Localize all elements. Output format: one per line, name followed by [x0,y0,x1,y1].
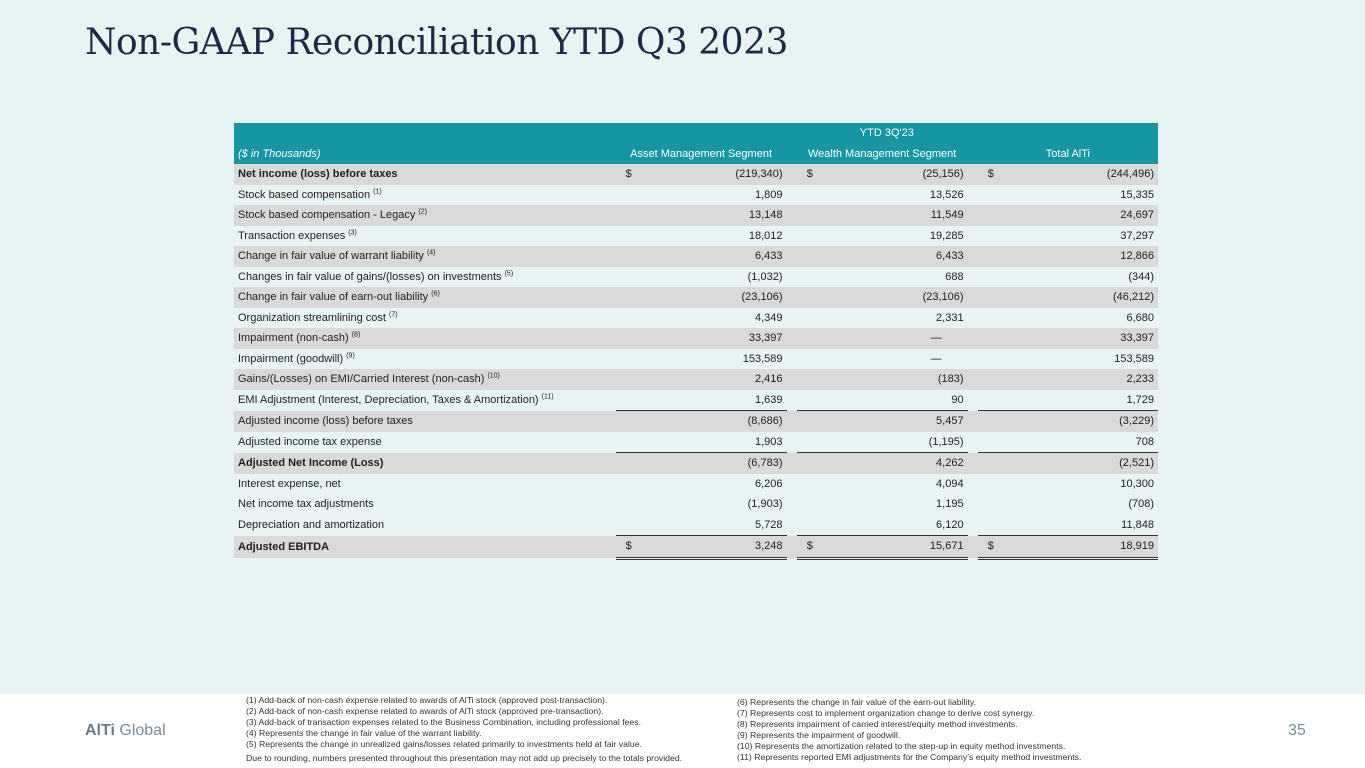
col-header-asset-management: Asset Management Segment [616,144,787,165]
value-cell: (46,212) [978,287,1158,308]
footnote: (7) Represents cost to implement organization change to derive cost synergy. [737,708,1035,718]
dollar-sign [620,209,626,221]
row-label: Interest expense, net [238,477,341,490]
value-cell: 708 [978,432,1158,453]
value-cell: 5,457 [797,411,968,432]
dollar-sign [620,394,626,406]
dollar-sign: $ [625,540,632,553]
value-cell: 4,094 [797,474,968,495]
dollar-sign [982,271,988,283]
value-cell: 153,589 [616,349,787,370]
row-label: Organization streamlining cost $^{(7)}$ [238,311,398,324]
dollar-sign [801,230,807,242]
dollar-sign [801,394,807,406]
dollar-sign [620,291,626,303]
dollar-sign [801,250,807,262]
row-label: Impairment (goodwill) $^{(9)}$ [238,352,355,365]
value-cell: (708) [978,494,1158,515]
dollar-sign [620,373,626,385]
footnote-ref: (5) [504,270,514,278]
table-row [234,432,1158,453]
dollar-sign [801,209,807,221]
dollar-sign [620,312,626,324]
row-label: Transaction expenses $^{(3)}$ [238,229,357,242]
table-row [234,369,1158,390]
row-label: Adjusted income (loss) before taxes [234,411,616,432]
table-row [234,453,1158,474]
dollar-sign: $ [987,540,994,553]
row-label: Net income (loss) before taxes [234,164,616,185]
table-row [234,411,1158,432]
page-number: 35 [1288,722,1306,739]
dollar-sign [620,271,626,283]
value-cell: (23,106) [616,287,787,308]
footnote: (9) Represents the impairment of goodwill. [737,730,901,740]
table-row [234,474,1158,495]
footnote: (5) Represents the change in unrealized gains/losses related primarily to investments held at fair value. [246,739,642,749]
rounding-note: Due to rounding, numbers presented throughout this presentation may not add up precisely to the totals provided. [246,753,683,763]
reconciliation-table [234,123,1158,560]
footnote: (4) Represents the change in fair value of the warrant liability. [246,728,482,738]
row-label: Net income tax adjustments [238,498,374,511]
row-label: Stock based compensation $^{(1)}$ [238,188,382,201]
table-row [234,390,1158,411]
period-header-row [234,123,1158,144]
table-row [234,328,1158,349]
value-cell: 1,903 [616,432,787,453]
value-cell: 15,335 [978,185,1158,206]
dollar-sign [620,353,626,365]
value-cell: 1,195 [797,494,968,515]
dollar-sign [982,189,988,201]
dollar-sign [982,291,988,303]
value-cell: (344) [978,267,1158,288]
value-cell: 688 [797,267,968,288]
value-cell: — [797,349,968,370]
value-cell: 2,331 [797,308,968,329]
footnote-ref: (10) [487,372,500,380]
dollar-sign [801,353,807,365]
footnote-ref: (2) [418,208,427,216]
dollar-sign [982,332,988,344]
table-row [234,308,1158,329]
value-cell: (1,195) [797,432,968,453]
dollar-sign [620,250,626,262]
dollar-sign [982,498,988,510]
value-cell: $ 15,671 [797,536,968,559]
row-label: Gains/(Losses) on EMI/Carried Interest (non-cash) $^{(10)}$ [234,369,616,390]
page-title: Non-GAAP Reconciliation YTD Q3 2023 [85,22,788,63]
value-cell: (6,783) [616,453,787,474]
dollar-sign [801,436,807,448]
footnote: (6) Represents the change in fair value of the earn-out liability. [737,697,976,707]
table-row [234,164,1158,185]
dollar-sign [620,230,626,242]
units-label: ($ in Thousands) [234,144,616,165]
dollar-sign [982,209,988,221]
table-row [234,205,1158,226]
value-cell: (1,032) [616,267,787,288]
footnote-ref: (6) [431,290,440,298]
footnote: (8) Represents impairment of carried interest/equity method investments. [737,719,1018,729]
dollar-sign [620,498,626,510]
table-row [234,349,1158,370]
footnote-ref: (4) [426,249,436,257]
footnote: (11) Represents reported EMI adjustments for the Company’s equity method investments. [737,752,1082,762]
dollar-sign [982,457,988,469]
value-cell: 13,526 [797,185,968,206]
footnote: (10) Represents the amortization related to the step-up in equity method investments. [737,741,1066,751]
row-label: Impairment (non-cash) $^{(8)}$ [234,328,616,349]
value-cell: 11,848 [978,515,1158,536]
dollar-sign: $ [806,540,813,553]
dollar-sign [801,332,807,344]
dollar-sign [801,498,807,510]
row-label: Depreciation and amortization [238,519,385,531]
value-cell: 1,639 [616,390,787,411]
value-cell: 33,397 [978,328,1158,349]
row-label: Adjusted income tax expense [238,436,382,448]
dollar-sign [620,478,626,490]
value-cell: 6,680 [978,308,1158,329]
value-cell: $ 3,248 [616,536,787,559]
row-label: Change in fair value of warrant liability $^{(4)}$ [234,246,616,267]
dollar-sign [620,189,626,201]
value-cell: (23,106) [797,287,968,308]
row-label: EMI Adjustment (Interest, Depreciation, Taxes & Amortization) $^{(11)}$ [238,393,554,406]
dollar-sign: $ [625,168,632,181]
value-cell: 12,866 [978,246,1158,267]
value-cell: 13,148 [616,205,787,226]
dollar-sign [801,415,807,427]
value-cell: 11,549 [797,205,968,226]
value-cell: $ 18,919 [978,536,1158,559]
value-cell: (183) [797,369,968,390]
value-cell: 2,233 [978,369,1158,390]
value-cell: 18,012 [616,226,787,247]
dollar-sign [801,291,807,303]
value-cell: 1,729 [978,390,1158,411]
dollar-sign [982,312,988,324]
footnote-ref: (3) [348,229,357,237]
value-cell: 4,262 [797,453,968,474]
value-cell: $ (219,340) [616,164,787,185]
dollar-sign [620,332,626,344]
value-cell: 6,120 [797,515,968,536]
value-cell: 4,349 [616,308,787,329]
dollar-sign [982,353,988,365]
value-cell: 6,206 [616,474,787,495]
table-row [234,185,1158,206]
table-row [234,515,1158,536]
col-header-total: Total AlTi [978,144,1158,165]
dollar-sign [801,457,807,469]
value-cell: 6,433 [616,246,787,267]
footnote-ref: (9) [346,352,355,360]
dollar-sign [801,312,807,324]
value-cell: 24,697 [978,205,1158,226]
table-body [234,164,1158,558]
value-cell: — [797,328,968,349]
footer-band [0,694,1365,768]
table-row [234,226,1158,247]
row-label: Changes in fair value of gains/(losses) on investments $^{(5)}$ [238,270,514,283]
value-cell: $ (25,156) [797,164,968,185]
value-cell: (1,903) [616,494,787,515]
dollar-sign [801,189,807,201]
dollar-sign [801,271,807,283]
dollar-sign [982,415,988,427]
footnotes-right [737,697,1081,763]
col-header-wealth-management: Wealth Management Segment [797,144,968,165]
dollar-sign: $ [987,168,994,181]
footnote-ref: (8) [351,331,361,339]
value-cell: 90 [797,390,968,411]
value-cell: (3,229) [978,411,1158,432]
value-cell: 2,416 [616,369,787,390]
dollar-sign [801,373,807,385]
footnote-ref: (7) [389,311,398,319]
value-cell: 153,589 [978,349,1158,370]
row-label: Adjusted EBITDA [234,536,616,559]
row-label: Stock based compensation - Legacy $^{(2)}$ [234,205,616,226]
value-cell: (8,686) [616,411,787,432]
value-cell: 6,433 [797,246,968,267]
footnote: (2) Add-back of non-cash expense related to awards of AlTi stock (approved pre-transaction). [246,706,604,716]
dollar-sign [982,394,988,406]
dollar-sign [982,436,988,448]
value-cell: 19,285 [797,226,968,247]
table-row [234,494,1158,515]
footnote: (3) Add-back of transaction expenses related to the Business Combination, including professional fees. [246,717,642,727]
dollar-sign [620,436,626,448]
value-cell: 10,300 [978,474,1158,495]
value-cell: 37,297 [978,226,1158,247]
column-header-row [234,144,1158,165]
dollar-sign: $ [806,168,813,181]
dollar-sign [982,230,988,242]
period-header: YTD 3Q'23 [616,123,1158,144]
footnote: (1) Add-back of non-cash expense related to awards of AlTi stock (approved post-transaction). [246,695,608,705]
row-label: Adjusted Net Income (Loss) [234,453,616,474]
value-cell: 1,809 [616,185,787,206]
table-row [234,287,1158,308]
table-row [234,267,1158,288]
dollar-sign [620,519,626,531]
table-row [234,536,1158,559]
dollar-sign [982,519,988,531]
footnotes-left [246,695,682,764]
value-cell: $ (244,496) [978,164,1158,185]
dollar-sign [982,373,988,385]
table-row [234,246,1158,267]
dollar-sign [982,250,988,262]
company-logo: AlTi Global [85,722,166,739]
value-cell: 5,728 [616,515,787,536]
dollar-sign [620,457,626,469]
dollar-sign [620,415,626,427]
row-label: Change in fair value of earn-out liability $^{(6)}$ [234,287,616,308]
value-cell: (2,521) [978,453,1158,474]
footnote-ref: (1) [373,188,382,196]
dollar-sign [801,519,807,531]
value-cell: 33,397 [616,328,787,349]
footnote-ref: (11) [541,393,554,401]
dollar-sign [801,478,807,490]
dollar-sign [982,478,988,490]
